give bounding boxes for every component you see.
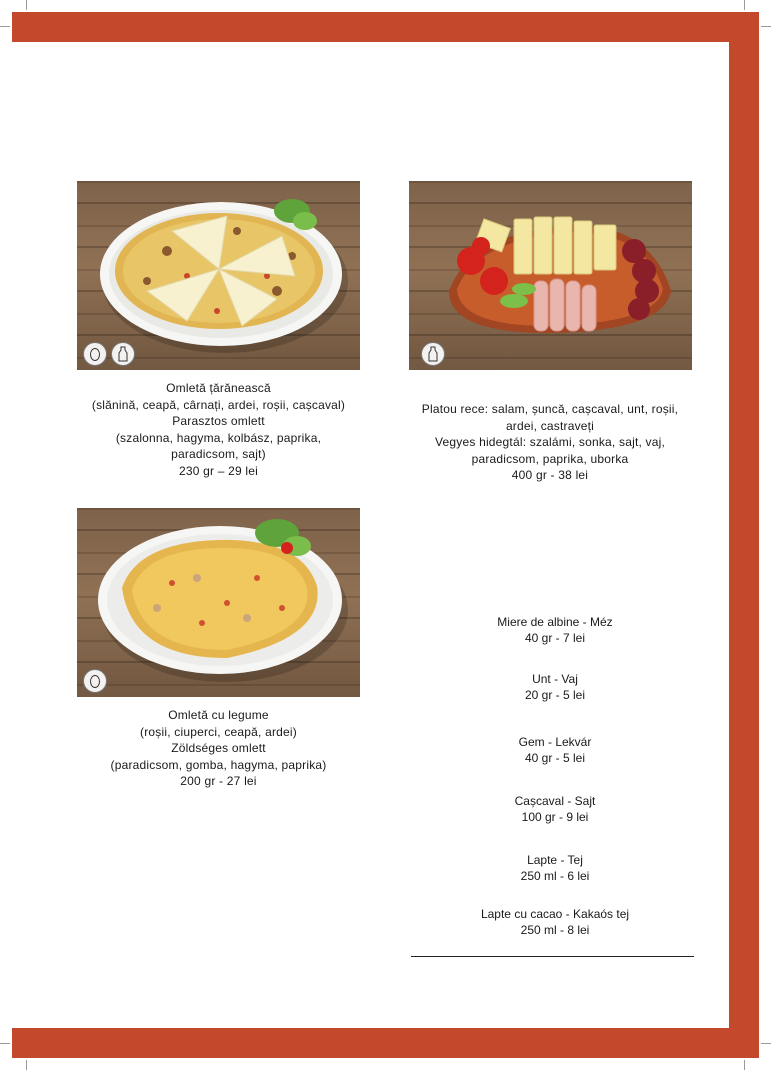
extra-price: 40 gr - 5 lei	[524, 751, 586, 765]
extra-item	[420, 614, 690, 646]
photo-peasant-omelette	[77, 181, 360, 370]
extra-name: Unt - Vaj	[532, 672, 578, 686]
extra-item	[420, 906, 690, 938]
photo-vegetable-omelette	[77, 508, 360, 697]
milk-bottle-icon	[421, 342, 445, 366]
dish-ingredients-hu: (paradicsom, gomba, hagyma, paprika)	[110, 757, 327, 772]
extra-item	[420, 734, 690, 766]
milk-bottle-icon	[111, 342, 135, 366]
dish-name-hu: Zöldséges omlett	[171, 741, 266, 755]
dish-ingredients: (roșii, ciuperci, ceapă, ardei)	[140, 724, 297, 739]
top-border-band	[12, 12, 759, 42]
extra-item	[420, 671, 690, 703]
crop-mark	[26, 0, 27, 10]
dish-name: ardei, castraveți	[505, 418, 595, 433]
extra-price: 250 ml - 8 lei	[520, 923, 590, 937]
dish-caption-vegetable-omelette	[66, 707, 371, 790]
dish-name: Omletă țărănească	[166, 381, 271, 395]
dish-ingredients-hu: paradicsom, sajt)	[171, 447, 266, 461]
photo-cold-platter	[409, 181, 692, 370]
extra-price: 40 gr - 7 lei	[524, 631, 586, 645]
right-border-band	[729, 12, 759, 1028]
dish-price: 200 gr - 27 lei	[180, 774, 257, 788]
extra-item	[420, 852, 690, 884]
dish-name-hu: paradicsom, paprika, uborka	[471, 451, 629, 466]
bottom-border-band	[12, 1028, 759, 1058]
crop-mark	[0, 1043, 10, 1044]
extra-price: 100 gr - 9 lei	[521, 810, 589, 824]
crop-mark	[744, 1060, 745, 1070]
extra-name: Lapte - Tej	[527, 853, 583, 867]
crop-mark	[0, 26, 10, 27]
dish-ingredients: (slănină, ceapă, cârnați, ardei, roșii, cașcaval)	[91, 397, 346, 412]
dish-ingredients-hu: (szalonna, hagyma, kolbász, paprika,	[115, 430, 322, 445]
extra-name: Lapte cu cacao - Kakaós tej	[480, 907, 630, 921]
vegetable-omelette-image	[77, 508, 360, 697]
extra-item	[420, 793, 690, 825]
dish-name: Omletă cu legume	[168, 708, 269, 722]
crop-mark	[761, 26, 771, 27]
extra-price: 250 ml - 6 lei	[520, 869, 590, 883]
dish-name-hu: Vegyes hidegtál: szalámi, sonka, sajt, vaj,	[434, 435, 666, 449]
divider-line	[411, 956, 694, 957]
extra-price: 20 gr - 5 lei	[524, 688, 586, 702]
extra-name: Gem - Lekvár	[518, 735, 592, 749]
dish-price: 230 gr – 29 lei	[178, 463, 259, 478]
extra-name: Miere de albine - Méz	[497, 615, 613, 629]
cold-platter-image	[409, 181, 692, 370]
dish-name-hu: Parasztos omlett	[172, 414, 265, 428]
dish-caption-peasant-omelette	[66, 380, 371, 479]
crop-mark	[744, 0, 745, 10]
egg-icon	[83, 669, 107, 693]
dish-price: 400 gr - 38 lei	[511, 468, 589, 482]
dish-caption-cold-platter	[400, 401, 700, 484]
crop-mark	[761, 1043, 771, 1044]
crop-mark	[26, 1060, 27, 1070]
egg-icon	[83, 342, 107, 366]
dish-name: Platou rece: salam, șuncă, cașcaval, unt, roșii,	[421, 402, 679, 416]
extra-name: Cașcaval - Sajt	[514, 794, 596, 808]
